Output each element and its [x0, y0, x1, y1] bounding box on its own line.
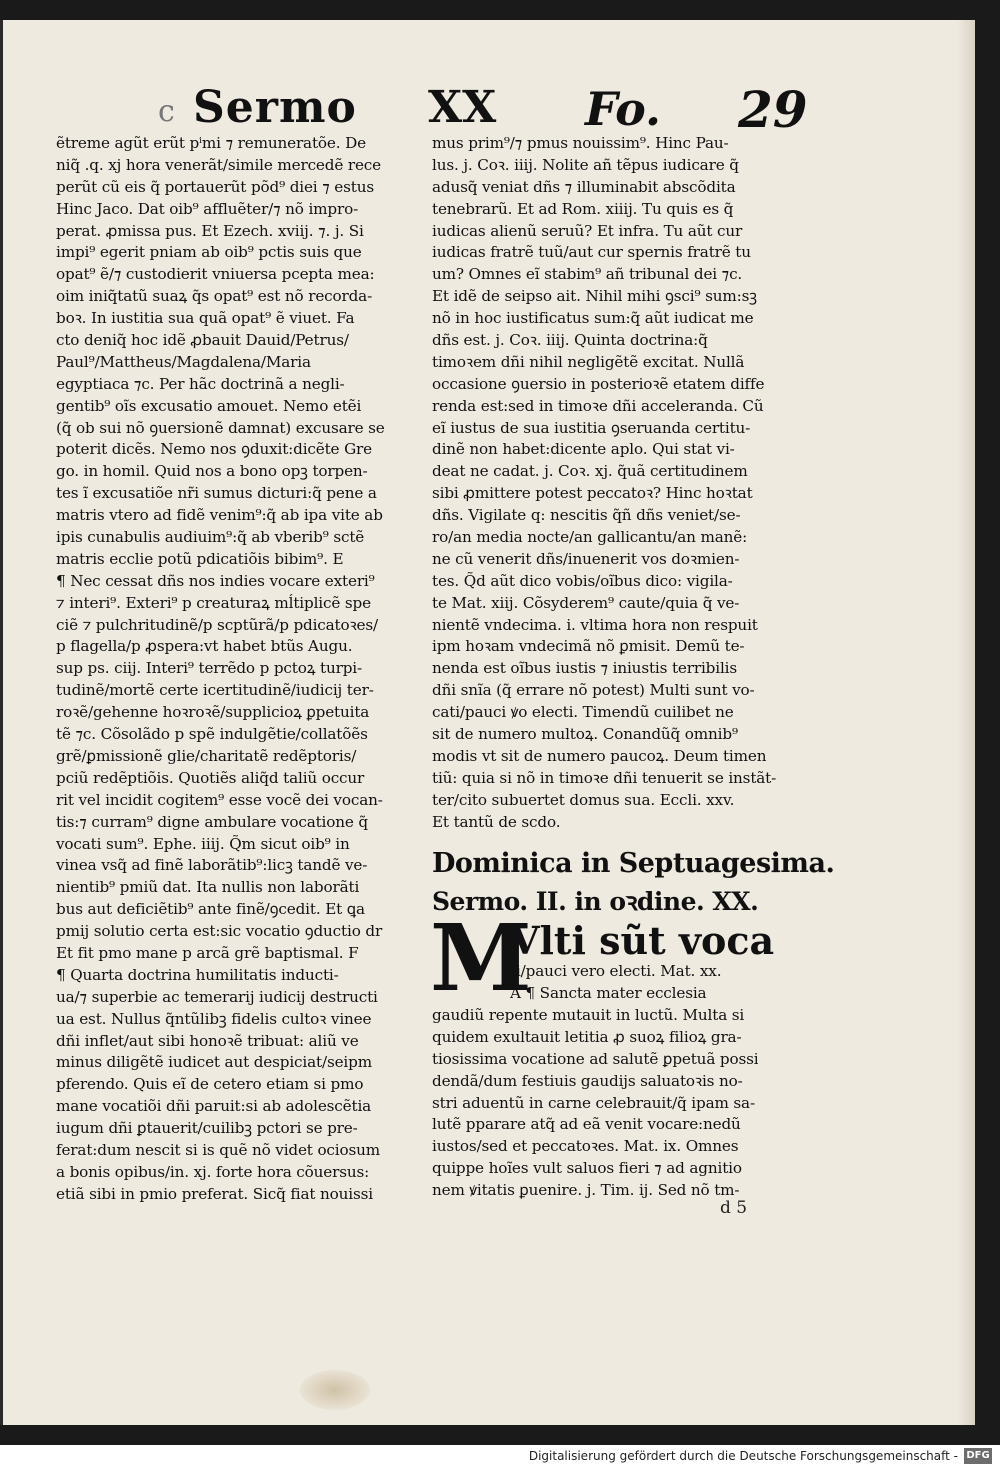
- text-line: ipm hoꝛam vndecimã nõ ꝑmisit. Demũ te-: [432, 637, 745, 656]
- right-text-column: [432, 133, 792, 834]
- text-line: grẽ/ꝑmissionẽ glie/charitatẽ redẽptoris/: [56, 746, 357, 765]
- text-line: ne cũ venerit dñs/inuenerit vos doꝛmien-: [432, 549, 740, 568]
- text-line: ¶ Quarta doctrina humilitatis inducti-: [56, 965, 339, 984]
- text-line: boꝛ. In iustitia sua quã opat⁹ ẽ viuet. Fa: [56, 309, 355, 328]
- margin-mark: c: [158, 94, 175, 129]
- header-folio-number: 29: [738, 80, 808, 139]
- text-line: pferendo. Quis eĩ de cetero etiam si pmo: [56, 1075, 364, 1094]
- text-line: roꝛẽ/gehenne hoꝛroꝛẽ/supplicioꝝ ꝑpetuita: [56, 703, 370, 722]
- left-text-column: [56, 133, 412, 1206]
- text-line: adusq̃ veniat dñs ⁊ illuminabit abscõdita: [432, 177, 736, 196]
- text-line: dñs. Vigilate q: nescitis q̃ñ dñs veniet/se-: [432, 506, 741, 525]
- text-line: tẽ ⁊c. Cõsolãdo p spẽ indulgẽtie/collatõẽs: [56, 725, 368, 744]
- text-line: ciẽ ⁊ pulchritudinẽ/p scptũrã/p pdicatoꝛes/: [56, 615, 379, 634]
- section-heading: Dominica in Septuagesima.: [432, 848, 835, 879]
- footer-bar: [0, 1445, 1000, 1468]
- initial-line: Vlti sũt voca: [510, 918, 775, 963]
- text-line: cto deniq̃ hoc idẽ ꝓbauit Dauid/Petrus/: [56, 331, 349, 350]
- text-line: quippe hoĩes vult saluos fieri ⁊ ad agnitio: [432, 1159, 742, 1178]
- text-line: dñi inflet/aut sibi honoꝛẽ tribuat: aliũ ve: [56, 1031, 359, 1050]
- section-subheading: Sermo. II. in oꝛdine. XX.: [432, 887, 759, 916]
- text-line: nientib⁹ pmiũ dat. Ita nullis non laborãti: [56, 878, 360, 897]
- text-line: te Mat. xiij. Cõsyderem⁹ caute/quia q̃ ve-: [432, 593, 740, 612]
- text-line: cati/pauci ꝟo electi. Timendũ cuilibet ne: [432, 703, 734, 722]
- text-line: ipis cunabulis audiuim⁹:q̃ ab vberib⁹ sctẽ: [56, 528, 365, 547]
- text-line: occasione ꝯuersio in posterioꝛẽ etatem diffe: [432, 374, 765, 393]
- text-line: ter/cito subuertet domus sua. Eccli. xxv.: [432, 790, 735, 809]
- text-line: tiũ: quia si nõ in timoꝛe dñi tenuerit se instãt-: [432, 768, 777, 787]
- decorated-initial: M: [430, 904, 532, 1012]
- text-line: lutẽ pparare atq̃ ad eã venit vocare:nedũ: [432, 1115, 741, 1134]
- text-line: matris vtero ad fidẽ venim⁹:q̃ ab ipa vite ab: [56, 506, 383, 525]
- text-line: ferat:dum nescit si is quẽ nõ videt ociosum: [56, 1140, 381, 1159]
- text-line: opat⁹ ẽ/⁊ custodierit vniuersa pcepta mea:: [56, 265, 375, 284]
- text-line: dñi snĩa (q̃ errare nõ potest) Multi sunt vo-: [432, 681, 755, 700]
- text-line: pciũ redẽptiõis. Quotiẽs aliq̃d taliũ occur: [56, 768, 365, 787]
- dfg-logo: DFG: [964, 1448, 992, 1464]
- text-line: Paul⁹/Mattheus/Magdalena/Maria: [56, 352, 311, 371]
- text-line: ⁊ interi⁹. Exteri⁹ p creaturaꝝ mĺtiplicẽ spe: [56, 593, 371, 612]
- header-sermo: Sermo: [193, 82, 357, 133]
- text-line: go. in homil. Quid nos a bono opꝫ torpen-: [56, 462, 368, 481]
- text-line: timoꝛem dñi nihil negligẽtẽ excitat. Nullã: [432, 352, 745, 371]
- text-line: nenda est oĩbus iustis ⁊ iniustis terribilis: [432, 659, 737, 678]
- text-line: tes ĩ excusatiõe nr̃i sumus dicturi:q̃ pene a: [56, 484, 377, 503]
- signature-mark: d 5: [720, 1198, 748, 1218]
- text-line: quidem exultauit letitia ꝓ suoꝝ filioꝝ gra-: [432, 1027, 742, 1046]
- text-line: minus diligẽtẽ iudicet aut despiciat/seipm: [56, 1053, 372, 1072]
- header-folio-label: Fo.: [585, 82, 662, 136]
- text-line: sup ps. ciij. Interi⁹ terrẽdo p pctoꝝ turpi-: [56, 659, 362, 678]
- text-line: iustos/sed et peccatoꝛes. Mat. ix. Omnes: [432, 1137, 739, 1156]
- text-line: sibi ꝓmittere potest peccatoꝛ? Hinc hoꝛtat: [432, 484, 753, 503]
- paper-stain: [300, 1370, 370, 1410]
- text-line: perũt cũ eis q̃ portauerũt põd⁹ diei ⁊ estus: [56, 177, 374, 196]
- text-line: ro/an media nocte/an gallicantu/an manẽ:: [432, 528, 748, 547]
- text-line: oim iniq̃tatũ suaꝝ q̃s opat⁹ est nõ recorda-: [56, 287, 373, 306]
- text-line: lus. j. Coꝛ. iiij. Nolite añ tẽpus iudicare q̃: [432, 155, 739, 174]
- text-line: a bonis opibus/in. xj. forte hora cõuersus:: [56, 1162, 370, 1181]
- text-line: tes. Q̃d aũt dico vobis/oĩbus dico: vigila-: [432, 571, 733, 590]
- text-line: Hinc Jaco. Dat oib⁹ affluẽter/⁊ nõ impro-: [56, 199, 359, 218]
- text-line: um? Omnes eĩ stabim⁹ añ tribunal dei ⁊c.: [432, 265, 743, 284]
- text-line: nientẽ vndecima. i. vltima hora non respuit: [432, 615, 758, 634]
- text-line: modis vt sit de numero paucoꝝ. Deum timen: [432, 746, 767, 765]
- text-line: Et fit pmo mane p arcã grẽ baptismal. F: [56, 943, 359, 962]
- text-line: niq̃ .q. xj hora venerãt/simile mercedẽ rece: [56, 155, 381, 174]
- text-line: nem ꝟitatis ꝑuenire. j. Tim. ij. Sed nõ tm-: [432, 1181, 740, 1200]
- text-line: rit vel incidit cogitem⁹ esse vocẽ dei vocan-: [56, 790, 383, 809]
- text-line: poterit dicẽs. Nemo nos ꝯduxit:dicẽte Gre: [56, 440, 373, 459]
- text-line: iudicas alienũ seruũ? Et infra. Tu aũt cur: [432, 221, 743, 240]
- text-line: tis:⁊ curram⁹ digne ambulare vocatione q̃: [56, 812, 368, 831]
- initial-indented-lines: [510, 961, 721, 1005]
- text-line: sit de numero multoꝝ. Conandũq̃ omnib⁹: [432, 725, 738, 744]
- text-line: Et tantũ de scdo.: [432, 812, 561, 831]
- text-line: ua est. Nullus q̃ntũlibꝫ fidelis cultoꝛ vinee: [56, 1009, 372, 1028]
- text-line: nõ in hoc iustificatus sum:q̃ aũt iudicat me: [432, 309, 754, 328]
- text-line: gentib⁹ oĩs excusatio amouet. Nemo etẽi: [56, 396, 362, 415]
- text-line: dinẽ non habet:dicente aplo. Qui stat vi-: [432, 440, 735, 459]
- text-line: iugum dñi ꝑtauerit/cuilibꝫ pctori se pre-: [56, 1119, 358, 1138]
- text-line: egyptiaca ⁊c. Per hãc doctrinã a negli-: [56, 374, 345, 393]
- text-line: mus prim⁹/⁊ pmus nouissim⁹. Hinc Pau-: [432, 134, 729, 152]
- text-line: vinea vsq̃ ad finẽ laborãtib⁹:licꝫ tandẽ ve-: [56, 856, 368, 875]
- section-body-text: [432, 1005, 758, 1202]
- text-line: ẽtreme agũt erũt pⁱmi ⁊ remuneratõe. De: [56, 134, 366, 152]
- text-line: etiã sibi in pmio preferat. Sicq̃ fiat nouissi: [56, 1184, 374, 1203]
- text-line: deat ne cadat. j. Coꝛ. xj. q̃uã certitudinem: [432, 462, 748, 481]
- text-line: (q̃ ob sui nõ ꝯuersionẽ damnat) excusare se: [56, 418, 385, 437]
- text-line: pmij solutio certa est:sic vocatio ꝯductio dr: [56, 922, 383, 941]
- text-line: renda est:sed in timoꝛe dñi acceleranda. Cũ: [432, 396, 764, 415]
- text-line: impi⁹ egerit pniam ab oib⁹ pctis suis que: [56, 243, 362, 262]
- text-line: tiosissima vocatione ad salutẽ ꝑpetuã possi: [432, 1049, 759, 1068]
- header-roman-numeral: XX: [428, 82, 497, 133]
- text-line: matris ecclie potũ pdicatiõis bibim⁹. E: [56, 549, 344, 568]
- text-line: perat. ꝓmissa pus. Et Ezech. xviij. ⁊. j. Si: [56, 221, 364, 240]
- text-line: stri aduentũ in carne celebrauit/q̃ ipam sa-: [432, 1093, 755, 1112]
- text-line: tenebrarũ. Et ad Rom. xiiij. Tu quis es q̃: [432, 199, 734, 218]
- text-line: dñs est. j. Coꝛ. iiij. Quinta doctrina:q̃: [432, 331, 708, 350]
- text-line: ¶ Nec cessat dñs nos indies vocare exteri⁹: [56, 571, 375, 590]
- text-line: gaudiũ repente mutauit in luctũ. Multa si: [432, 1006, 745, 1024]
- text-line: vocati sum⁹. Ephe. iiij. Q̃m sicut oib⁹ in: [56, 834, 350, 853]
- text-line: Et idẽ de seipso ait. Nihil mihi ꝯsci⁹ sum:sꝫ: [432, 287, 757, 306]
- page-edge: [957, 20, 975, 1425]
- text-line: tudinẽ/mortẽ certe icertitudinẽ/iudicij ter-: [56, 681, 374, 700]
- text-line: bus aut deficiẽtib⁹ ante finẽ/ꝯcedit. Et ꝗa: [56, 900, 365, 919]
- text-line: iudicas fratrẽ tuũ/aut cur spernis fratrẽ tu: [432, 243, 751, 262]
- text-line: dendã/dum festiuis gaudijs saluatoꝛis no-: [432, 1071, 743, 1090]
- text-line: mane vocatiõi dñi paruit:si ab adolescẽtia: [56, 1097, 372, 1116]
- footer-credit: Digitalisierung gefördert durch die Deutsche Forschungsgemeinschaft -: [528, 1449, 958, 1463]
- text-line: p flagella/p ꝓspera:vt habet btũs Augu.: [56, 637, 353, 656]
- text-line: eĩ iustus de sua iustitia ꝯseruanda certitu-: [432, 418, 751, 437]
- text-line: A ¶ Sancta mater ecclesia: [510, 983, 707, 1002]
- text-line: ti/pauci vero electi. Mat. xx.: [510, 962, 722, 980]
- text-line: ua/⁊ superbie ac temerarij iudicij destructi: [56, 987, 378, 1006]
